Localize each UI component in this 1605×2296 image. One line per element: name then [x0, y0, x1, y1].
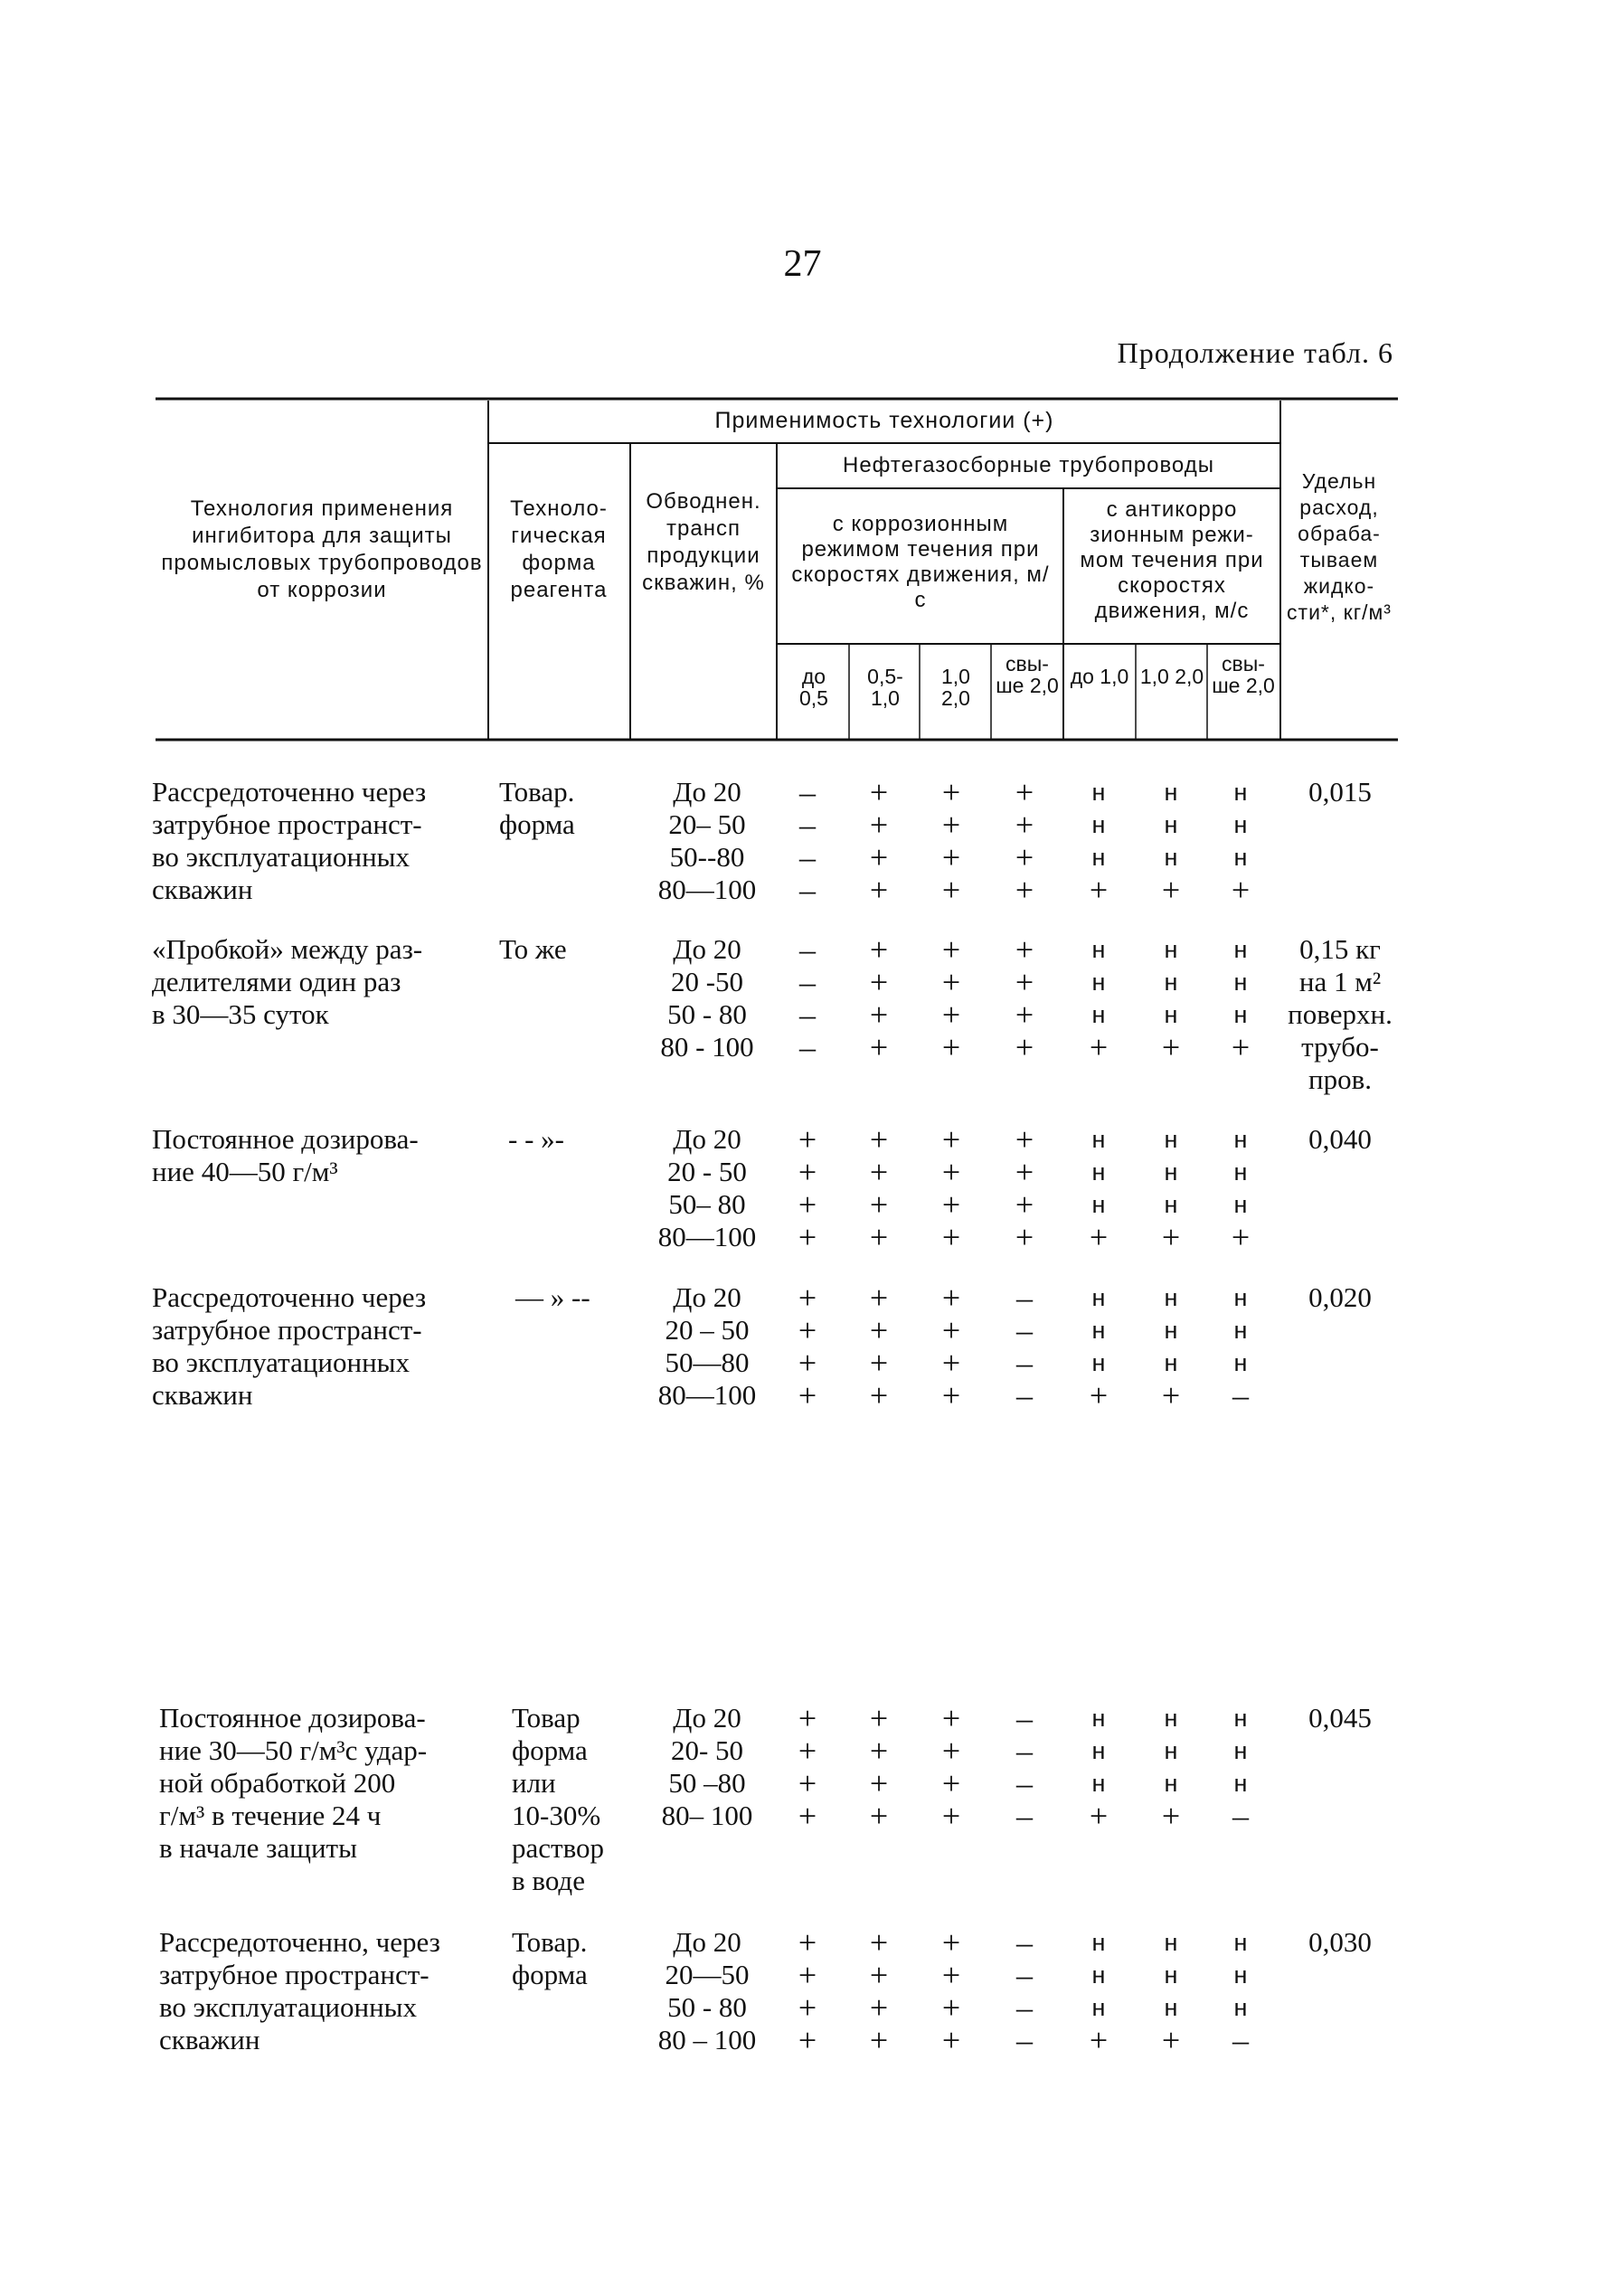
applicability-mark: + — [1161, 1377, 1181, 1413]
speed-col-2: 0,5-1,0 — [867, 665, 903, 710]
applicability-mark: н — [1091, 1705, 1106, 1732]
watercut-range: 50—80 — [665, 1346, 750, 1378]
watercut-range: 20- 50 — [670, 1734, 744, 1766]
watercut-range: До 20 — [673, 1281, 741, 1313]
technology-text-line: во эксплуатационных — [152, 1346, 411, 1378]
watercut-range: 50 –80 — [668, 1767, 746, 1799]
technology-text-line: Постоянное дозирова- — [159, 1702, 426, 1734]
technology-text-line: во эксплуатационных — [152, 841, 411, 873]
applicability-mark: – — [799, 1029, 816, 1065]
applicability-mark: н — [1233, 1191, 1248, 1218]
header-form: Техноло-гическая форма реагента — [510, 496, 608, 602]
applicability-mark: – — [1232, 1798, 1249, 1834]
applicability-mark: + — [941, 1957, 961, 1993]
applicability-mark: + — [798, 1186, 817, 1223]
applicability-mark: + — [798, 1280, 817, 1316]
applicability-mark: + — [798, 1121, 817, 1157]
applicability-mark: – — [799, 839, 816, 875]
applicability-mark: + — [941, 1280, 961, 1316]
applicability-mark: + — [798, 1798, 817, 1834]
applicability-mark: н — [1164, 779, 1178, 806]
technology-text-line: во эксплуатационных — [159, 1991, 418, 2023]
applicability-mark: + — [798, 1957, 817, 1993]
watercut-range: 50– 80 — [668, 1188, 746, 1220]
applicability-mark: + — [798, 1219, 817, 1255]
reagent-form-text: Товар. — [512, 1926, 588, 1958]
applicability-mark: + — [1231, 1219, 1251, 1255]
applicability-mark: – — [1232, 1377, 1249, 1413]
watercut-range: 20—50 — [665, 1959, 750, 1990]
applicability-mark: + — [869, 1121, 889, 1157]
applicability-mark: н — [1164, 1349, 1178, 1376]
applicability-mark: н — [1091, 936, 1106, 963]
applicability-mark: н — [1233, 1349, 1248, 1376]
applicability-mark: – — [1016, 1733, 1033, 1769]
applicability-mark: + — [869, 1765, 889, 1801]
applicability-mark: н — [1164, 811, 1178, 838]
header-applicability: Применимость технологии (+) — [714, 408, 1054, 433]
watercut-range: 20 -50 — [670, 966, 744, 997]
applicability-mark: + — [941, 964, 961, 1000]
applicability-mark: + — [1015, 1029, 1034, 1065]
applicability-mark: н — [1233, 1001, 1248, 1028]
applicability-mark: н — [1164, 1994, 1178, 2021]
applicability-mark: – — [799, 964, 816, 1000]
applicability-mark: + — [869, 1957, 889, 1993]
applicability-mark: н — [1233, 1317, 1248, 1344]
applicability-mark: – — [1016, 1312, 1033, 1348]
applicability-mark: + — [1015, 1154, 1034, 1190]
reagent-form-text: То же — [499, 933, 567, 965]
technology-text-line: Постоянное дозирова- — [152, 1123, 419, 1155]
applicability-mark: + — [798, 1765, 817, 1801]
applicability-mark: + — [798, 1924, 817, 1961]
technology-text-line: скважин — [152, 874, 253, 905]
speed-col-5: до 1,0 — [1070, 665, 1129, 688]
applicability-mark: + — [869, 1280, 889, 1316]
applicability-mark: н — [1233, 1994, 1248, 2021]
applicability-mark: н — [1233, 1929, 1248, 1956]
applicability-mark: н — [1233, 844, 1248, 871]
applicability-mark: – — [799, 807, 816, 843]
applicability-mark: + — [869, 1377, 889, 1413]
applicability-mark: н — [1164, 1001, 1178, 1028]
applicability-mark: н — [1233, 968, 1248, 996]
applicability-mark: + — [941, 1700, 961, 1736]
applicability-mark: н — [1164, 1929, 1178, 1956]
watercut-range: 50 - 80 — [667, 998, 747, 1030]
applicability-mark: – — [799, 997, 816, 1033]
applicability-mark: – — [1016, 1989, 1033, 2026]
applicability-mark: + — [1161, 1219, 1181, 1255]
applicability-mark: н — [1233, 811, 1248, 838]
applicability-mark: н — [1164, 1705, 1178, 1732]
applicability-mark: + — [1015, 839, 1034, 875]
applicability-mark: н — [1091, 844, 1106, 871]
applicability-mark: н — [1233, 1284, 1248, 1311]
reagent-form-text: форма — [512, 1734, 588, 1766]
applicability-mark: – — [1232, 2022, 1249, 2058]
header-technology: Технология применения ингибитора для защиты промысловых трубопроводов от коррозии — [161, 496, 483, 602]
applicability-mark: + — [941, 807, 961, 843]
applicability-mark: + — [798, 1377, 817, 1413]
applicability-mark: + — [869, 1029, 889, 1065]
applicability-mark: + — [869, 1924, 889, 1961]
reagent-form-text: - - »- — [508, 1123, 564, 1155]
applicability-mark: – — [1016, 1280, 1033, 1316]
applicability-mark: + — [941, 1377, 961, 1413]
applicability-mark: – — [1016, 1345, 1033, 1381]
applicability-mark: + — [941, 1765, 961, 1801]
technology-text-line: скважин — [152, 1379, 253, 1411]
header-corrosive: с коррозионным режимом течения при скоростях движения, м/с — [791, 512, 1050, 612]
reagent-form-text: форма — [499, 808, 575, 840]
applicability-mark: н — [1164, 968, 1178, 996]
applicability-mark: н — [1233, 1126, 1248, 1153]
applicability-mark: н — [1233, 1158, 1248, 1186]
specific-consumption: поверхн. — [1288, 998, 1393, 1030]
applicability-mark: + — [869, 1154, 889, 1190]
applicability-mark: + — [869, 2022, 889, 2058]
applicability-mark: + — [869, 1733, 889, 1769]
applicability-mark: + — [869, 839, 889, 875]
applicability-mark: н — [1164, 844, 1178, 871]
applicability-mark: н — [1091, 1349, 1106, 1376]
continuation-caption: Продолжение табл. 6 — [1117, 336, 1393, 369]
applicability-mark: н — [1233, 1770, 1248, 1797]
applicability-mark: + — [869, 774, 889, 810]
watercut-range: 80—100 — [657, 1221, 757, 1252]
applicability-mark: + — [1015, 931, 1034, 968]
applicability-mark: + — [1161, 2022, 1181, 2058]
technology-text-line: скважин — [159, 2024, 260, 2055]
specific-consumption: 0,15 кг — [1299, 933, 1381, 965]
applicability-mark: н — [1164, 1737, 1178, 1764]
header-consumption: Удельн расход, обраба-тываем жидко-сти*, кг/м³ — [1287, 469, 1392, 624]
applicability-mark: + — [869, 1186, 889, 1223]
applicability-mark: + — [941, 997, 961, 1033]
technology-text-line: Рассредоточенно через — [152, 776, 427, 808]
watercut-range: 20 - 50 — [667, 1156, 747, 1187]
applicability-mark: + — [941, 1312, 961, 1348]
technology-text-line: ной обработкой 200 — [159, 1767, 396, 1799]
applicability-mark: н — [1164, 1191, 1178, 1218]
applicability-mark: + — [1161, 1029, 1181, 1065]
applicability-mark: + — [1231, 1029, 1251, 1065]
watercut-range: До 20 — [673, 1926, 741, 1958]
applicability-mark: + — [1015, 1186, 1034, 1223]
watercut-range: 50 - 80 — [667, 1991, 747, 2023]
applicability-mark: н — [1233, 1961, 1248, 1989]
technology-text-line: ние 40—50 г/м³ — [152, 1156, 338, 1187]
applicability-mark: + — [798, 1154, 817, 1190]
applicability-mark: н — [1233, 1737, 1248, 1764]
reagent-form-text: в воде — [512, 1865, 585, 1896]
applicability-mark: – — [1016, 1377, 1033, 1413]
applicability-mark: + — [798, 1312, 817, 1348]
applicability-mark: н — [1164, 1284, 1178, 1311]
speed-col-6: 1,0 2,0 — [1139, 665, 1204, 688]
specific-consumption: 0,015 — [1308, 776, 1372, 808]
watercut-range: 80 - 100 — [660, 1031, 754, 1063]
applicability-mark: н — [1091, 1001, 1106, 1028]
technology-text-line: в начале защиты — [159, 1832, 357, 1864]
applicability-mark: н — [1233, 779, 1248, 806]
technology-text-line: в 30—35 суток — [152, 998, 329, 1030]
applicability-mark: – — [799, 931, 816, 968]
applicability-mark: – — [1016, 1765, 1033, 1801]
page-number: 27 — [783, 243, 822, 285]
reagent-form-text: 10-30% — [512, 1800, 601, 1831]
applicability-mark: – — [1016, 1957, 1033, 1993]
applicability-mark: н — [1091, 779, 1106, 806]
applicability-mark: н — [1091, 1158, 1106, 1186]
header-anticorrosive: с антикорро зионным режи-мом течения при скоростях движения, м/с — [1080, 497, 1264, 623]
reagent-form-text: раствор — [512, 1832, 604, 1864]
specific-consumption: 0,030 — [1308, 1926, 1372, 1958]
watercut-range: 20 – 50 — [665, 1314, 750, 1346]
applicability-mark: + — [869, 1989, 889, 2026]
applicability-mark: н — [1091, 968, 1106, 996]
technology-text-line: затрубное пространст- — [152, 808, 422, 840]
applicability-mark: + — [941, 1029, 961, 1065]
reagent-form-text: Товар — [512, 1702, 581, 1734]
applicability-mark: + — [869, 1312, 889, 1348]
applicability-mark: + — [869, 872, 889, 908]
applicability-mark: + — [1161, 872, 1181, 908]
technology-text-line: Рассредоточенно, через — [159, 1926, 440, 1958]
applicability-mark: н — [1091, 1770, 1106, 1797]
applicability-mark: + — [941, 1345, 961, 1381]
speed-col-7: свы-ше 2,0 — [1212, 652, 1275, 697]
applicability-mark: + — [1089, 872, 1109, 908]
technology-text-line: Рассредоточенно через — [152, 1281, 427, 1313]
applicability-mark: н — [1164, 1158, 1178, 1186]
applicability-mark: + — [941, 1798, 961, 1834]
applicability-mark: + — [941, 1121, 961, 1157]
technology-text-line: г/м³ в течение 24 ч — [159, 1800, 382, 1831]
technology-text-line: ние 30—50 г/м³с удар- — [159, 1734, 428, 1766]
applicability-mark: + — [869, 1219, 889, 1255]
watercut-range: 50--80 — [669, 841, 745, 873]
applicability-mark: + — [798, 1733, 817, 1769]
applicability-mark: + — [941, 1924, 961, 1961]
applicability-mark: н — [1091, 1284, 1106, 1311]
applicability-mark: + — [1089, 1029, 1109, 1065]
applicability-mark: + — [869, 1700, 889, 1736]
reagent-form-text: Товар. — [499, 776, 575, 808]
technology-text-line: делителями один раз — [152, 966, 401, 997]
watercut-range: До 20 — [673, 1123, 741, 1155]
applicability-mark: – — [1016, 1924, 1033, 1961]
applicability-mark: + — [1015, 1219, 1034, 1255]
applicability-mark: + — [869, 1798, 889, 1834]
applicability-mark: + — [941, 872, 961, 908]
applicability-mark: н — [1091, 1126, 1106, 1153]
specific-consumption: 0,045 — [1308, 1702, 1372, 1734]
watercut-range: До 20 — [673, 933, 741, 965]
applicability-mark: н — [1091, 1929, 1106, 1956]
applicability-mark: + — [941, 2022, 961, 2058]
applicability-mark: + — [941, 1219, 961, 1255]
applicability-mark: + — [798, 1989, 817, 2026]
applicability-mark: + — [941, 1186, 961, 1223]
speed-col-1: до 0,5 — [799, 665, 828, 710]
applicability-mark: н — [1091, 1737, 1106, 1764]
applicability-mark: + — [869, 1345, 889, 1381]
applicability-mark: + — [941, 1733, 961, 1769]
applicability-mark: + — [798, 1345, 817, 1381]
specific-consumption: 0,040 — [1308, 1123, 1372, 1155]
applicability-mark: н — [1091, 1994, 1106, 2021]
applicability-mark: н — [1233, 1705, 1248, 1732]
technology-text-line: затрубное пространст- — [152, 1314, 422, 1346]
reagent-form-text: или — [512, 1767, 556, 1799]
reagent-form-text: форма — [512, 1959, 588, 1990]
watercut-range: 20– 50 — [668, 808, 746, 840]
specific-consumption: пров. — [1308, 1063, 1372, 1095]
applicability-mark: + — [1015, 807, 1034, 843]
applicability-mark: + — [1231, 872, 1251, 908]
applicability-mark: + — [1015, 774, 1034, 810]
applicability-mark: н — [1233, 936, 1248, 963]
applicability-mark: + — [1089, 1798, 1109, 1834]
header-watercut: Обводнен. трансп продукции скважин, % — [642, 489, 765, 595]
applicability-mark: н — [1091, 1191, 1106, 1218]
applicability-mark: + — [869, 997, 889, 1033]
speed-col-4: свы-ше 2,0 — [996, 652, 1059, 697]
applicability-mark: – — [799, 872, 816, 908]
watercut-range: 80– 100 — [661, 1800, 753, 1831]
applicability-mark: + — [1015, 964, 1034, 1000]
specific-consumption: на 1 м² — [1298, 966, 1382, 997]
applicability-mark: – — [799, 774, 816, 810]
applicability-mark: н — [1091, 1317, 1106, 1344]
specific-consumption: трубо- — [1301, 1031, 1379, 1063]
applicability-mark: – — [1016, 1700, 1033, 1736]
applicability-mark: + — [1161, 1798, 1181, 1834]
applicability-mark: н — [1164, 1317, 1178, 1344]
applicability-mark: н — [1091, 1961, 1106, 1989]
watercut-range: 80—100 — [657, 874, 757, 905]
applicability-mark: н — [1164, 1961, 1178, 1989]
applicability-mark: + — [1089, 1377, 1109, 1413]
reagent-form-text: — » -- — [515, 1281, 590, 1313]
watercut-range: До 20 — [673, 1702, 741, 1734]
applicability-mark: н — [1091, 811, 1106, 838]
applicability-mark: + — [1089, 2022, 1109, 2058]
applicability-mark: + — [941, 1989, 961, 2026]
applicability-mark: + — [1015, 872, 1034, 908]
watercut-range: 80—100 — [657, 1379, 757, 1411]
applicability-mark: + — [869, 807, 889, 843]
speed-col-3: 1,0 2,0 — [941, 665, 970, 710]
applicability-mark: + — [941, 1154, 961, 1190]
applicability-mark: + — [869, 931, 889, 968]
applicability-mark: – — [1016, 1798, 1033, 1834]
applicability-mark: н — [1164, 936, 1178, 963]
applicability-mark: + — [1089, 1219, 1109, 1255]
applicability-mark: + — [941, 774, 961, 810]
applicability-mark: + — [798, 1700, 817, 1736]
applicability-mark: н — [1164, 1770, 1178, 1797]
applicability-mark: + — [941, 931, 961, 968]
applicability-mark: н — [1164, 1126, 1178, 1153]
applicability-mark: + — [1015, 997, 1034, 1033]
technology-text-line: затрубное пространст- — [159, 1959, 430, 1990]
watercut-range: До 20 — [673, 776, 741, 808]
applicability-mark: + — [941, 839, 961, 875]
technology-text-line: «Пробкой» между раз- — [152, 933, 423, 965]
applicability-mark: – — [1016, 2022, 1033, 2058]
specific-consumption: 0,020 — [1308, 1281, 1372, 1313]
applicability-mark: + — [869, 964, 889, 1000]
header-pipelines: Нефтегазосборные трубопроводы — [843, 453, 1214, 477]
applicability-mark: + — [798, 2022, 817, 2058]
watercut-range: 80 – 100 — [657, 2024, 757, 2055]
applicability-mark: + — [1015, 1121, 1034, 1157]
